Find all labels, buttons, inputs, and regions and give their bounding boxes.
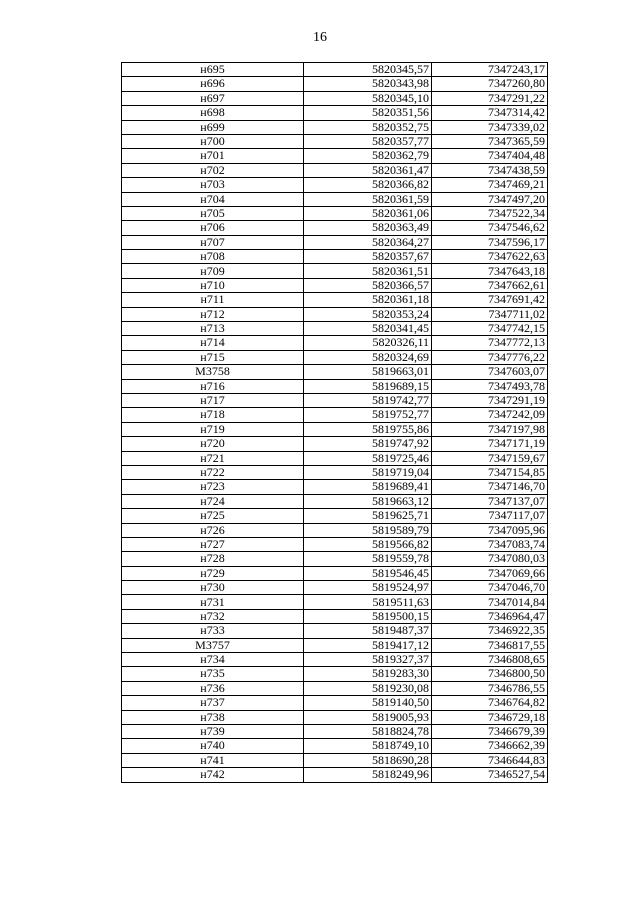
point-name-cell: н733 bbox=[122, 624, 304, 638]
table-row bbox=[122, 365, 548, 379]
table-row bbox=[122, 379, 548, 393]
x-coordinate-cell: 5820361,47 bbox=[304, 163, 432, 177]
x-coordinate-cell: 5820345,57 bbox=[304, 63, 432, 77]
table-row bbox=[122, 163, 548, 177]
x-coordinate-cell: 5819566,82 bbox=[304, 537, 432, 551]
x-coordinate-cell: 5819524,97 bbox=[304, 581, 432, 595]
x-coordinate-cell: 5820352,75 bbox=[304, 120, 432, 134]
point-name-cell: н699 bbox=[122, 120, 304, 134]
table-row bbox=[122, 322, 548, 336]
table-row bbox=[122, 134, 548, 148]
y-coordinate-cell: 7346662,39 bbox=[432, 739, 548, 753]
point-name-cell: н739 bbox=[122, 724, 304, 738]
x-coordinate-cell: 5819230,08 bbox=[304, 681, 432, 695]
y-coordinate-cell: 7346808,65 bbox=[432, 653, 548, 667]
y-coordinate-cell: 7347197,98 bbox=[432, 422, 548, 436]
table-row bbox=[122, 537, 548, 551]
point-name-cell: н711 bbox=[122, 293, 304, 307]
y-coordinate-cell: 7347117,07 bbox=[432, 509, 548, 523]
x-coordinate-cell: 5820353,24 bbox=[304, 307, 432, 321]
y-coordinate-cell: 7347243,17 bbox=[432, 63, 548, 77]
point-name-cell: н740 bbox=[122, 739, 304, 753]
y-coordinate-cell: 7346964,47 bbox=[432, 609, 548, 623]
x-coordinate-cell: 5820364,27 bbox=[304, 235, 432, 249]
y-coordinate-cell: 7347622,63 bbox=[432, 250, 548, 264]
y-coordinate-cell: 7346817,55 bbox=[432, 638, 548, 652]
table-row bbox=[122, 465, 548, 479]
point-name-cell: н712 bbox=[122, 307, 304, 321]
point-name-cell: н720 bbox=[122, 437, 304, 451]
y-coordinate-cell: 7347242,09 bbox=[432, 408, 548, 422]
y-coordinate-cell: 7347046,70 bbox=[432, 581, 548, 595]
point-name-cell: н714 bbox=[122, 336, 304, 350]
point-name-cell: н716 bbox=[122, 379, 304, 393]
x-coordinate-cell: 5819663,01 bbox=[304, 365, 432, 379]
point-name-cell: н738 bbox=[122, 710, 304, 724]
x-coordinate-cell: 5819625,71 bbox=[304, 509, 432, 523]
point-name-cell: н742 bbox=[122, 768, 304, 782]
point-name-cell: н706 bbox=[122, 221, 304, 235]
point-name-cell: н737 bbox=[122, 696, 304, 710]
x-coordinate-cell: 5819752,77 bbox=[304, 408, 432, 422]
y-coordinate-cell: 7347339,02 bbox=[432, 120, 548, 134]
table-row bbox=[122, 206, 548, 220]
table-row bbox=[122, 120, 548, 134]
x-coordinate-cell: 5818249,96 bbox=[304, 768, 432, 782]
table-row bbox=[122, 451, 548, 465]
point-name-cell: н725 bbox=[122, 509, 304, 523]
y-coordinate-cell: 7347522,34 bbox=[432, 206, 548, 220]
x-coordinate-cell: 5820361,59 bbox=[304, 192, 432, 206]
point-name-cell: н702 bbox=[122, 163, 304, 177]
point-name-cell: н704 bbox=[122, 192, 304, 206]
table-row bbox=[122, 768, 548, 782]
y-coordinate-cell: 7347711,02 bbox=[432, 307, 548, 321]
table-row bbox=[122, 250, 548, 264]
y-coordinate-cell: 7347438,59 bbox=[432, 163, 548, 177]
x-coordinate-cell: 5819283,30 bbox=[304, 667, 432, 681]
y-coordinate-cell: 7347469,21 bbox=[432, 178, 548, 192]
y-coordinate-cell: 7347404,48 bbox=[432, 149, 548, 163]
point-name-cell: н719 bbox=[122, 422, 304, 436]
table-row bbox=[122, 264, 548, 278]
table-row bbox=[122, 523, 548, 537]
x-coordinate-cell: 5819589,79 bbox=[304, 523, 432, 537]
point-name-cell: н695 bbox=[122, 63, 304, 77]
y-coordinate-cell: 7347493,78 bbox=[432, 379, 548, 393]
table-row bbox=[122, 393, 548, 407]
y-coordinate-cell: 7346800,50 bbox=[432, 667, 548, 681]
point-name-cell: н698 bbox=[122, 106, 304, 120]
y-coordinate-cell: 7346527,54 bbox=[432, 768, 548, 782]
point-name-cell: н701 bbox=[122, 149, 304, 163]
table-row bbox=[122, 293, 548, 307]
y-coordinate-cell: 7347596,17 bbox=[432, 235, 548, 249]
table-row bbox=[122, 710, 548, 724]
y-coordinate-cell: 7347159,67 bbox=[432, 451, 548, 465]
y-coordinate-cell: 7346679,39 bbox=[432, 724, 548, 738]
table-row bbox=[122, 653, 548, 667]
point-name-cell: н727 bbox=[122, 537, 304, 551]
table-row bbox=[122, 753, 548, 767]
y-coordinate-cell: 7347080,03 bbox=[432, 552, 548, 566]
y-coordinate-cell: 7347497,20 bbox=[432, 192, 548, 206]
y-coordinate-cell: 7347014,84 bbox=[432, 595, 548, 609]
y-coordinate-cell: 7346786,55 bbox=[432, 681, 548, 695]
point-name-cell: М3757 bbox=[122, 638, 304, 652]
table-row bbox=[122, 149, 548, 163]
x-coordinate-cell: 5819663,12 bbox=[304, 494, 432, 508]
table-row bbox=[122, 221, 548, 235]
table-row bbox=[122, 494, 548, 508]
x-coordinate-cell: 5819327,37 bbox=[304, 653, 432, 667]
x-coordinate-cell: 5820341,45 bbox=[304, 322, 432, 336]
point-name-cell: н717 bbox=[122, 393, 304, 407]
table-row bbox=[122, 724, 548, 738]
table-row bbox=[122, 437, 548, 451]
table-row bbox=[122, 278, 548, 292]
x-coordinate-cell: 5819559,78 bbox=[304, 552, 432, 566]
x-coordinate-cell: 5820366,82 bbox=[304, 178, 432, 192]
y-coordinate-cell: 7347095,96 bbox=[432, 523, 548, 537]
x-coordinate-cell: 5819487,37 bbox=[304, 624, 432, 638]
point-name-cell: М3758 bbox=[122, 365, 304, 379]
table-row bbox=[122, 581, 548, 595]
x-coordinate-cell: 5818690,28 bbox=[304, 753, 432, 767]
x-coordinate-cell: 5820366,57 bbox=[304, 278, 432, 292]
x-coordinate-cell: 5819742,77 bbox=[304, 393, 432, 407]
point-name-cell: н724 bbox=[122, 494, 304, 508]
y-coordinate-cell: 7347171,19 bbox=[432, 437, 548, 451]
x-coordinate-cell: 5819755,86 bbox=[304, 422, 432, 436]
y-coordinate-cell: 7346922,35 bbox=[432, 624, 548, 638]
point-name-cell: н715 bbox=[122, 350, 304, 364]
point-name-cell: н718 bbox=[122, 408, 304, 422]
table-row bbox=[122, 480, 548, 494]
x-coordinate-cell: 5819500,15 bbox=[304, 609, 432, 623]
point-name-cell: н703 bbox=[122, 178, 304, 192]
point-name-cell: н713 bbox=[122, 322, 304, 336]
y-coordinate-cell: 7347643,18 bbox=[432, 264, 548, 278]
coordinates-table bbox=[121, 62, 548, 783]
table-row bbox=[122, 307, 548, 321]
x-coordinate-cell: 5818824,78 bbox=[304, 724, 432, 738]
y-coordinate-cell: 7347291,22 bbox=[432, 91, 548, 105]
x-coordinate-cell: 5820324,69 bbox=[304, 350, 432, 364]
y-coordinate-cell: 7347314,42 bbox=[432, 106, 548, 120]
table-row bbox=[122, 336, 548, 350]
table-row bbox=[122, 178, 548, 192]
x-coordinate-cell: 5820357,67 bbox=[304, 250, 432, 264]
table-row bbox=[122, 106, 548, 120]
x-coordinate-cell: 5820362,79 bbox=[304, 149, 432, 163]
y-coordinate-cell: 7347691,42 bbox=[432, 293, 548, 307]
point-name-cell: н729 bbox=[122, 566, 304, 580]
table-row bbox=[122, 192, 548, 206]
y-coordinate-cell: 7346729,18 bbox=[432, 710, 548, 724]
y-coordinate-cell: 7347154,85 bbox=[432, 465, 548, 479]
x-coordinate-cell: 5819719,04 bbox=[304, 465, 432, 479]
page-number: 16 bbox=[313, 30, 327, 45]
point-name-cell: н707 bbox=[122, 235, 304, 249]
x-coordinate-cell: 5819747,92 bbox=[304, 437, 432, 451]
x-coordinate-cell: 5819140,50 bbox=[304, 696, 432, 710]
x-coordinate-cell: 5819689,15 bbox=[304, 379, 432, 393]
table-row bbox=[122, 408, 548, 422]
point-name-cell: н741 bbox=[122, 753, 304, 767]
y-coordinate-cell: 7347069,66 bbox=[432, 566, 548, 580]
point-name-cell: н722 bbox=[122, 465, 304, 479]
table-row bbox=[122, 509, 548, 523]
x-coordinate-cell: 5819417,12 bbox=[304, 638, 432, 652]
table-row bbox=[122, 624, 548, 638]
x-coordinate-cell: 5819689,41 bbox=[304, 480, 432, 494]
y-coordinate-cell: 7347291,19 bbox=[432, 393, 548, 407]
x-coordinate-cell: 5820351,56 bbox=[304, 106, 432, 120]
y-coordinate-cell: 7347772,13 bbox=[432, 336, 548, 350]
table-row bbox=[122, 609, 548, 623]
table-row bbox=[122, 681, 548, 695]
point-name-cell: н709 bbox=[122, 264, 304, 278]
table-row bbox=[122, 350, 548, 364]
y-coordinate-cell: 7347662,61 bbox=[432, 278, 548, 292]
point-name-cell: н721 bbox=[122, 451, 304, 465]
y-coordinate-cell: 7347546,62 bbox=[432, 221, 548, 235]
y-coordinate-cell: 7347365,59 bbox=[432, 134, 548, 148]
x-coordinate-cell: 5820357,77 bbox=[304, 134, 432, 148]
y-coordinate-cell: 7346764,82 bbox=[432, 696, 548, 710]
y-coordinate-cell: 7347776,22 bbox=[432, 350, 548, 364]
x-coordinate-cell: 5820361,51 bbox=[304, 264, 432, 278]
table-row bbox=[122, 696, 548, 710]
y-coordinate-cell: 7347083,74 bbox=[432, 537, 548, 551]
point-name-cell: н731 bbox=[122, 595, 304, 609]
point-name-cell: н697 bbox=[122, 91, 304, 105]
point-name-cell: н710 bbox=[122, 278, 304, 292]
table-row bbox=[122, 63, 548, 77]
point-name-cell: н723 bbox=[122, 480, 304, 494]
point-name-cell: н708 bbox=[122, 250, 304, 264]
table-row bbox=[122, 739, 548, 753]
x-coordinate-cell: 5820326,11 bbox=[304, 336, 432, 350]
coordinates-table-body bbox=[122, 63, 548, 783]
table-row bbox=[122, 638, 548, 652]
x-coordinate-cell: 5819546,45 bbox=[304, 566, 432, 580]
point-name-cell: н735 bbox=[122, 667, 304, 681]
point-name-cell: н705 bbox=[122, 206, 304, 220]
point-name-cell: н696 bbox=[122, 77, 304, 91]
table-row bbox=[122, 566, 548, 580]
x-coordinate-cell: 5820345,10 bbox=[304, 91, 432, 105]
y-coordinate-cell: 7347742,15 bbox=[432, 322, 548, 336]
table-row bbox=[122, 235, 548, 249]
point-name-cell: н728 bbox=[122, 552, 304, 566]
table-row bbox=[122, 595, 548, 609]
table-row bbox=[122, 77, 548, 91]
x-coordinate-cell: 5819005,93 bbox=[304, 710, 432, 724]
x-coordinate-cell: 5820343,98 bbox=[304, 77, 432, 91]
table-row bbox=[122, 91, 548, 105]
point-name-cell: н726 bbox=[122, 523, 304, 537]
x-coordinate-cell: 5820361,06 bbox=[304, 206, 432, 220]
table-row bbox=[122, 667, 548, 681]
table-row bbox=[122, 422, 548, 436]
x-coordinate-cell: 5818749,10 bbox=[304, 739, 432, 753]
point-name-cell: н730 bbox=[122, 581, 304, 595]
table-row bbox=[122, 552, 548, 566]
point-name-cell: н732 bbox=[122, 609, 304, 623]
x-coordinate-cell: 5819725,46 bbox=[304, 451, 432, 465]
point-name-cell: н734 bbox=[122, 653, 304, 667]
point-name-cell: н736 bbox=[122, 681, 304, 695]
point-name-cell: н700 bbox=[122, 134, 304, 148]
y-coordinate-cell: 7346644,83 bbox=[432, 753, 548, 767]
x-coordinate-cell: 5820363,49 bbox=[304, 221, 432, 235]
y-coordinate-cell: 7347603,07 bbox=[432, 365, 548, 379]
y-coordinate-cell: 7347137,07 bbox=[432, 494, 548, 508]
x-coordinate-cell: 5820361,18 bbox=[304, 293, 432, 307]
y-coordinate-cell: 7347260,80 bbox=[432, 77, 548, 91]
x-coordinate-cell: 5819511,63 bbox=[304, 595, 432, 609]
y-coordinate-cell: 7347146,70 bbox=[432, 480, 548, 494]
